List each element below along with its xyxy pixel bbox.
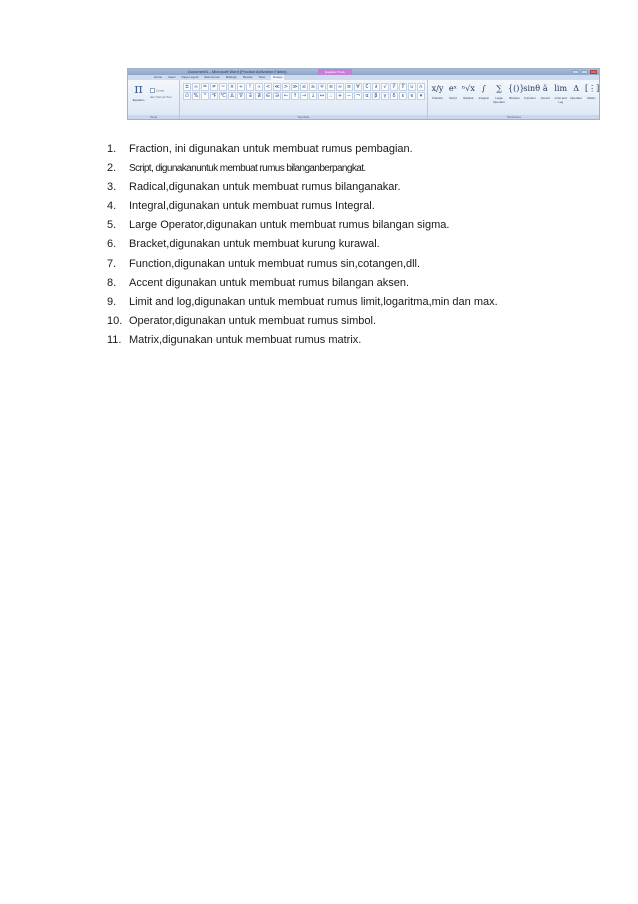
tab-insert[interactable]: Insert [168,75,176,79]
symbols-group [180,80,428,120]
list-item [107,274,498,293]
limit-and-log-icon: lim [554,84,568,93]
symbol-button[interactable]: ≫ [292,84,298,90]
symbol-button[interactable]: < [265,84,271,90]
tools-group [128,80,180,120]
symbol-button[interactable]: ∀ [354,83,362,91]
matrix-button[interactable] [585,82,598,112]
list-text: Script, digunakanuntuk membuat rumus bilanganberpangkat. [129,163,366,175]
list-item [107,178,498,197]
function-icon: sinθ [523,84,541,93]
list-item [107,216,498,235]
list-number: 2. [107,162,117,175]
normal-text-option[interactable] [150,95,172,99]
symbol-button[interactable]: ∈ [265,93,271,99]
limit-and-log-label: Limit and Log [554,96,567,104]
pi-icon: π [134,82,143,97]
symbol-button[interactable]: ° [201,92,209,100]
list-text: Radical,digunakan untuk membuat rumus bilanganakar. [129,181,401,194]
bracket-button[interactable] [508,82,525,112]
list-number: 1. [107,143,117,155]
window-title: Document1 - Microsoft Word (Product Activation Failed) [188,69,287,74]
symbol-button[interactable]: ≠ [211,84,217,90]
fraction-label: Fraction [432,96,443,100]
linear-label: Linear [156,88,165,93]
structures-group-label: Structures [428,115,600,120]
symbol-button[interactable]: ∓ [319,84,325,90]
symbol-button[interactable]: ε [399,92,407,100]
integral-label: Integral [478,96,489,100]
integral-button[interactable] [477,82,490,112]
minimize-icon[interactable] [572,70,579,74]
linear-option[interactable] [150,88,164,93]
operator-label: Operator [570,96,583,100]
symbol-button[interactable]: ≥ [310,84,316,90]
symbol-button[interactable]: ¬ [355,93,361,99]
script-icon: eˣ [448,84,457,93]
equation-tools-tab[interactable]: Equation Tools [318,69,352,75]
list-text: Fraction, ini digunakan untuk membuat rumus pembagian. [129,143,413,155]
function-label: Function [524,96,536,100]
list-text: Limit and log,digunakan untuk membuat rumus limit,logaritma,min dan max. [129,295,498,308]
structures-group [428,80,600,120]
accent-icon: ä [542,84,548,93]
close-icon[interactable] [590,70,597,74]
symbol-button[interactable]: α [363,92,371,100]
large-operator-label: Large Operator [493,96,506,104]
list-text: Large Operator,digunakan untuk membuat rumus bilangan sigma. [129,219,450,232]
symbol-button[interactable]: ≪ [274,84,280,90]
symbol-button[interactable]: ∂ [372,83,380,91]
script-button[interactable] [446,82,459,112]
maximize-icon[interactable] [581,70,588,74]
list-text: Function,digunakan untuk membuat rumus sin,cotangen,dll. [129,257,421,270]
symbol-button[interactable]: ~ [220,84,226,90]
list-number: 6. [107,238,117,251]
symbol-button[interactable]: ∜ [399,83,407,91]
window-controls [572,70,597,74]
large-operator-icon: ∑ [496,84,502,93]
tab-design[interactable]: Design [273,75,283,79]
list-item [107,293,498,312]
symbol-button[interactable]: ∃ [246,92,254,100]
list-number: 11. [107,333,122,346]
symbol-button[interactable]: ∆ [228,92,236,100]
limit-and-log-button[interactable] [554,82,567,112]
matrix-label: Matrix [587,96,596,100]
equation-ribbon-screenshot [127,68,600,120]
symbol-button[interactable]: ↓ [310,93,316,99]
tab-review[interactable]: Review [242,75,253,79]
symbol-button[interactable]: − [346,93,352,99]
list-text: Bracket,digunakan untuk membuat kurung kurawal. [129,238,380,251]
symbol-button[interactable]: → [301,93,307,99]
radical-label: Radical [463,96,474,100]
tab-view[interactable]: View [258,75,266,79]
fraction-button[interactable] [431,82,444,112]
large-operator-button[interactable] [493,82,506,112]
symbol-button[interactable]: > [283,84,289,90]
list-item [107,197,498,216]
symbol-button[interactable]: ≡ [346,84,352,90]
symbol-button[interactable]: γ [381,92,389,100]
symbol-button[interactable]: × [229,84,235,90]
list-item [107,235,498,254]
symbol-button[interactable]: ▾ [417,92,425,100]
function-button[interactable] [523,82,541,112]
symbol-button[interactable]: ∋ [274,93,280,99]
list-text: Accent digunakan untuk membuat rumus bilangan aksen. [129,276,410,289]
symbol-button[interactable]: ∪ [408,83,416,91]
operator-button[interactable] [570,82,583,112]
symbol-button[interactable]: ± [184,84,190,90]
radical-icon: ⁿ√x [461,84,475,93]
symbol-button[interactable]: ℃ [220,93,226,99]
list-number: 3. [107,181,117,194]
list-number: 4. [107,200,117,213]
list-item [107,312,498,331]
list-item [107,331,498,350]
structures-description-list [107,140,498,350]
symbol-button[interactable]: % [193,93,199,99]
symbols-group-label: Symbols [180,115,427,120]
symbol-button[interactable]: ∄ [255,92,263,100]
symbol-button[interactable]: ↑ [292,93,298,99]
bracket-label: Bracket [509,96,520,100]
symbol-button[interactable]: ∝ [255,83,263,91]
symbol-button[interactable]: + [337,93,343,99]
symbol-button[interactable]: = [202,84,208,90]
matrix-icon: [⋮] [585,84,600,93]
symbol-button[interactable]: ≅ [328,84,334,90]
integral-icon: ∫ [481,84,486,93]
radical-button[interactable] [462,82,475,112]
symbol-button[interactable]: ∛ [390,83,398,91]
equation-button-label: Equation [132,98,145,102]
list-number: 9. [107,295,117,308]
symbol-button[interactable]: δ [390,92,398,100]
symbol-button[interactable]: ∩ [417,83,425,91]
script-label: Script [449,96,457,100]
symbol-button[interactable]: ÷ [238,84,244,90]
symbol-button[interactable]: ≤ [301,84,307,90]
tab-home[interactable]: Home [154,75,163,79]
symbol-button[interactable]: ≈ [337,84,343,90]
normal-text-label: abc Normal Text [150,95,172,99]
symbol-button[interactable]: √ [381,83,389,91]
symbol-button[interactable]: ϵ [408,92,416,100]
list-number: 7. [107,257,117,270]
symbol-button[interactable]: ∴ [327,92,335,100]
symbol-button[interactable]: β [372,92,380,100]
list-text: Integral,digunakan untuk membuat rumus Integral. [129,200,375,213]
checkbox-icon [150,88,155,93]
tab-mailings[interactable]: Mailings [225,75,237,79]
tab-references[interactable]: References [204,75,220,79]
symbol-button[interactable]: ∅ [184,93,190,99]
list-item [107,159,498,178]
list-item [107,255,498,274]
list-number: 5. [107,219,117,232]
symbols-gallery [183,83,425,100]
list-text: Matrix,digunakan untuk membuat rumus matrix. [129,333,362,346]
tools-group-label: Tools [128,115,179,120]
symbol-button[interactable]: ! [246,83,254,91]
accent-label: Accent [540,96,550,100]
symbol-button[interactable]: ∞ [193,84,199,90]
list-text: Operator,digunakan untuk membuat rumus simbol. [129,314,377,327]
accent-button[interactable] [539,82,552,112]
ribbon-body [128,80,599,120]
bracket-icon: {()} [508,84,525,93]
symbol-button[interactable]: ∇ [237,92,245,100]
list-number: 8. [107,276,117,289]
operator-icon: Δ [573,84,579,93]
symbol-button[interactable]: ↔ [319,93,325,99]
equation-button[interactable] [130,82,147,112]
list-item [107,140,498,159]
symbol-button[interactable]: ← [283,93,289,99]
symbol-button[interactable]: ℉ [211,93,217,99]
list-number: 10. [107,314,123,327]
tab-page-layout[interactable]: Page Layout [181,75,199,79]
fraction-icon: x/y [431,84,444,93]
symbol-button[interactable]: ∁ [363,83,371,91]
